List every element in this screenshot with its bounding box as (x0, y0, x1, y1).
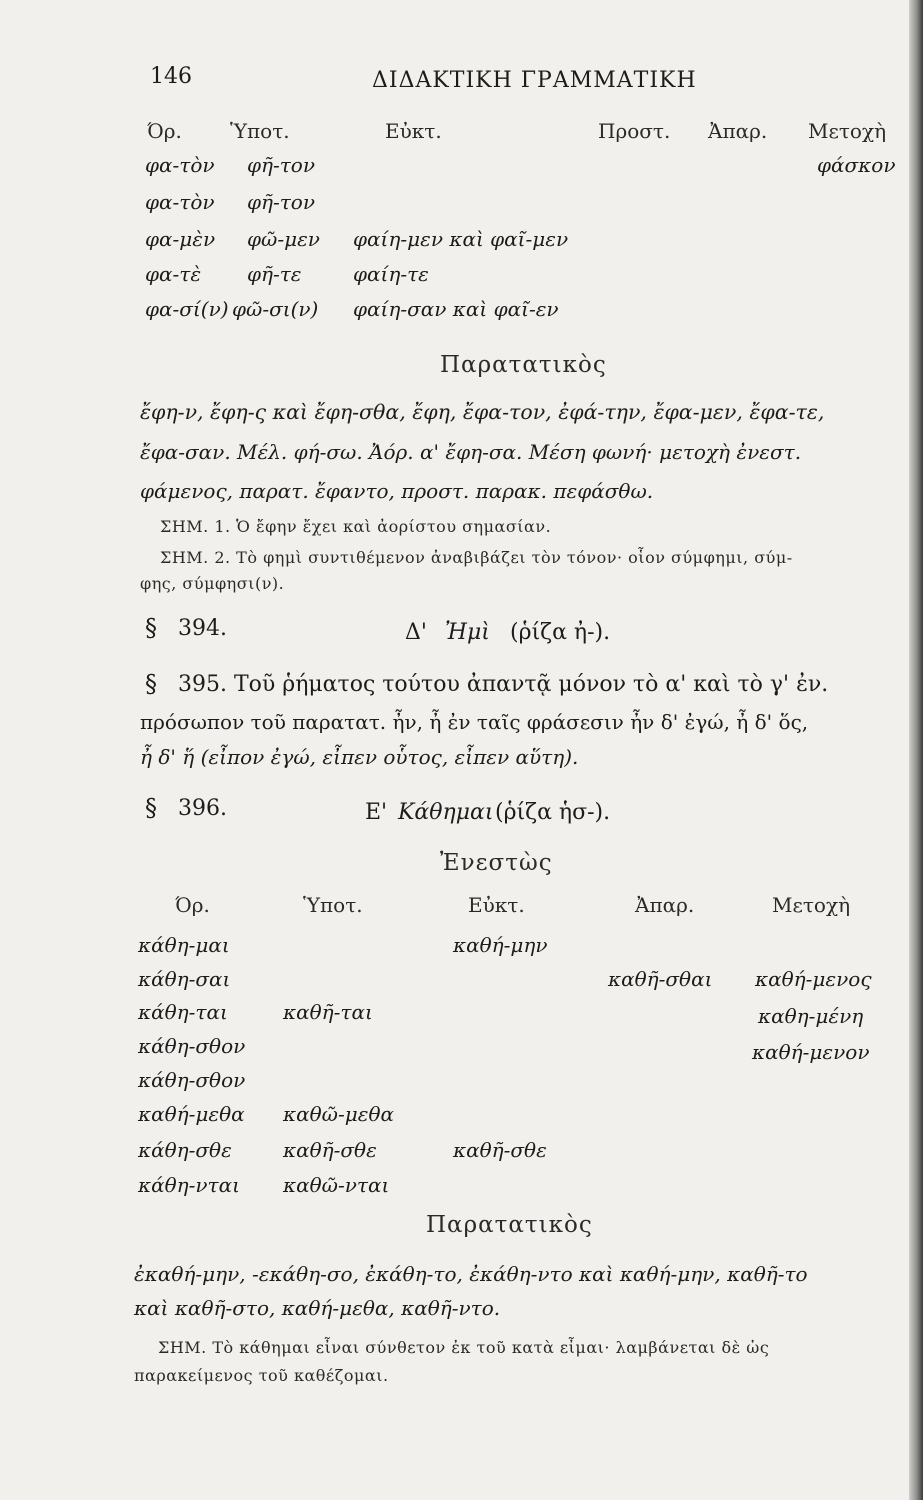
section-title-imperfect-2: Παρατατικὸς (426, 1212, 593, 1238)
table2-header-3: Εὐκτ. (468, 893, 525, 917)
section-sign-icon: § (145, 614, 157, 642)
table1-header-6: Μετοχὴ (808, 119, 887, 143)
section-title-imperfect: Παρατατικὸς (440, 352, 607, 378)
table2-header-2: Ὑποτ. (303, 893, 363, 917)
table1-header-3: Εὐκτ. (385, 119, 442, 143)
table2-cell: κάθη-σθον (138, 1068, 246, 1092)
section-sign-icon: § (145, 794, 157, 822)
table1-cell: φαίη-μεν καὶ φαῖ-μεν (353, 227, 569, 251)
note-final-line-1: ΣΗΜ. Τὸ κάθημαι εἶναι σύνθετον ἐκ τοῦ κατὰ εἶμαι· λαμβάνεται δὲ ὡς (158, 1338, 770, 1357)
page-number: 146 (150, 64, 192, 89)
table2-header-1: Όρ. (175, 893, 210, 917)
section-396-root: (ῥίζα ἡσ-). (495, 800, 611, 825)
section-396-number: 396. (178, 796, 227, 821)
table1-cell: φῆ-τε (247, 262, 302, 286)
section-395-line-2: πρόσωπον τοῦ παρατατ. ἦν, ἦ ἐν ταῖς φράσεσιν ἦν δ' ἐγώ, ἦ δ' ὅς, (140, 710, 809, 734)
running-title: ΔΙΔΑΚΤΙΚΗ ΓΡΑΜΜΑΤΙΚΗ (372, 68, 697, 93)
table2-cell: κάθη-σθον (138, 1034, 246, 1058)
table2-cell: κάθη-ται (138, 1000, 228, 1024)
table2-cell: καθή-μεθα (138, 1102, 245, 1126)
table2-cell: καθῶ-νται (283, 1173, 390, 1197)
table1-cell: φῶ-σι(ν) (232, 297, 319, 321)
table2-title: Ἐνεστὼς (440, 850, 553, 876)
table2-cell: καθῆ-σθε (453, 1138, 547, 1162)
table2-header-4: Ἀπαρ. (635, 893, 695, 917)
section-396-word: Κάθημαι (398, 800, 494, 825)
section-394-label: Δ' (405, 620, 427, 645)
table1-cell: φα-τὸν (145, 153, 215, 177)
page-edge-shadow (909, 0, 923, 1500)
paragraph-line: φάμενος, παρατ. ἔφαντο, προστ. παρακ. πεφάσθω. (140, 479, 654, 503)
paragraph-line: ἔφη-ν, ἔφη-ς καὶ ἔφη-σθα, ἔφη, ἔφα-τον, ἐφά-την, ἔφα-μεν, ἔφα-τε, (140, 400, 825, 424)
section-395-line-1: 395. Τοῦ ῥήματος τούτου ἀπαντᾷ μόνον τὸ α' καὶ τὸ γ' ἐν. (178, 672, 829, 697)
table1-cell: φα-τὸν (145, 190, 215, 214)
table2-cell: καθῶ-μεθα (283, 1102, 395, 1126)
section-394-word: Ἠμὶ (445, 620, 490, 645)
table1-cell: φῆ-τον (247, 190, 316, 214)
table2-cell: κάθη-μαι (138, 933, 230, 957)
table2-cell: κάθη-νται (138, 1173, 240, 1197)
table2-participle: καθή-μενον (752, 1040, 870, 1064)
note-2-line-1: ΣΗΜ. 2. Τὸ φημὶ συντιθέμενον ἀναβιβάζει τὸν τόνον· οἷον σύμφημι, σύμ- (160, 548, 793, 567)
table1-cell: φα-μὲν (145, 227, 216, 251)
table2-cell: κάθη-σαι (138, 967, 231, 991)
table1-cell: φαίη-σαν καὶ φαῖ-εν (353, 297, 559, 321)
table1-cell: φα-τὲ (145, 262, 202, 286)
paragraph-line: ἔφα-σαν. Μέλ. φή-σω. Ἀόρ. α' ἔφη-σα. Μέση φωνή· μετοχὴ ἐνεστ. (140, 440, 802, 464)
table2-participle: καθή-μενος (755, 967, 872, 991)
table1-header-1: Όρ. (147, 119, 182, 143)
table1-cell: φῆ-τον (247, 153, 316, 177)
table2-infinitive: καθῆ-σθαι (608, 967, 713, 991)
table2-cell: καθή-μην (453, 933, 548, 957)
table1-header-5: Ἀπαρ. (708, 119, 768, 143)
table1-cell: φα-σί(ν) (145, 297, 229, 321)
paragraph-line: ἐκαθή-μην, -εκάθη-σο, ἐκάθη-το, ἐκάθη-ντο καὶ καθή-μην, καθῆ-το (134, 1262, 808, 1286)
section-sign-icon: § (145, 670, 157, 698)
table2-participle: καθη-μένη (758, 1004, 864, 1028)
table2-cell: κάθη-σθε (138, 1138, 232, 1162)
note-1: ΣΗΜ. 1. Ὁ ἔφην ἔχει καὶ ἀορίστου σημασίαν. (160, 517, 552, 536)
note-final-line-2: παρακείμενος τοῦ καθέζομαι. (134, 1366, 389, 1385)
section-394-number: 394. (178, 616, 227, 641)
paragraph-line: καὶ καθῆ-στο, καθή-μεθα, καθῆ-ντο. (134, 1296, 501, 1320)
section-394-root: (ῥίζα ἠ-). (510, 620, 611, 645)
table1-cell: φαίη-τε (353, 262, 429, 286)
table1-header-4: Προστ. (598, 119, 671, 143)
table1-participle: φάσκον (817, 153, 896, 177)
note-2-line-2: φης, σύμφησι(ν). (140, 574, 285, 593)
table2-cell: καθῆ-ται (283, 1000, 373, 1024)
table1-cell: φῶ-μεν (247, 227, 320, 251)
table2-header-5: Μετοχὴ (772, 893, 851, 917)
table2-cell: καθῆ-σθε (283, 1138, 377, 1162)
table1-header-2: Ὑποτ. (230, 119, 290, 143)
section-395-line-3: ἦ δ' ἥ (εἶπον ἐγώ, εἶπεν οὗτος, εἶπεν αὕτη). (140, 745, 579, 769)
section-396-label: Ε' (365, 800, 388, 825)
